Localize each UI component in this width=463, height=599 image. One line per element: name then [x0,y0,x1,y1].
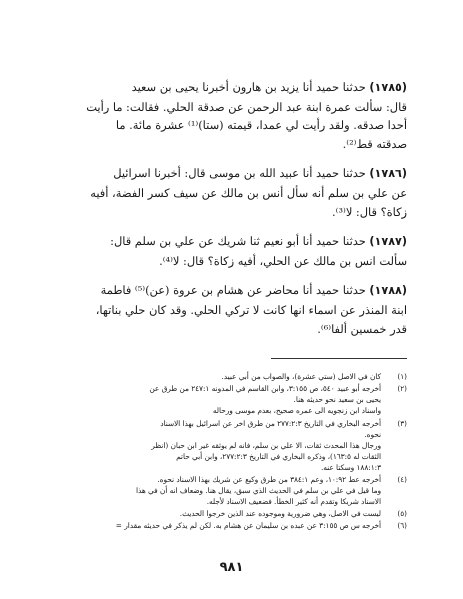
footnote-body [50,418,381,473]
footnote-number: (٥) [397,509,407,519]
footnote-line: أخرجه س ص ٣:١٥٥ عن عبده بن سليمان عن هشام به. لكن لم يذكر في حديثه مقدار = [115,521,381,531]
page-number: ٩٨١ [219,560,244,575]
hadith-entry [50,232,407,270]
hadith-line: ابنة المنذر عن اسماء انها كانت لا تركي الحلي. وقد كان حلي بناتها، [95,302,407,317]
footnote-line: ١٨٨:١:٣ وسكتا عنه. [320,462,381,472]
hadith-line: صدقته قط⁽²⁾. [342,136,407,151]
hadith-line [50,232,407,252]
hadith-text: حدثنا حميد أنا عبيد الله بن موسى قال: أخبرنا اسرائيل [113,166,366,181]
hadith-number: (١٧٨٥) [369,81,407,94]
footnote-number: (٦) [397,521,407,531]
footnote-separator [271,358,407,359]
footnote-line: واسناد ابن زنجويه الى عمره صحيح، بعدم موسى ورحاله [212,406,381,416]
footnote-body [50,371,381,382]
hadith-number: (١٧٨٨) [369,284,407,298]
footnotes [50,371,407,531]
hadith-text: حدثنا حميد أنا محاضر عن هشام بن عروة (عن)⁽⁵⁾ فاطمة [100,283,366,298]
hadith-entry [50,281,407,338]
footnote-line: الاسناد شريكا وتقدم أنه كثير الخطأ. فضعيف الاسناد لأجله. [206,497,381,507]
hadith-line: قال: سألت عمرة ابنة عبد الرحمن عن صدقة الحلي. فقالت: ما رأيت [86,99,407,114]
footnote-line: أخرجه أبو عبيد ٥٤٠، ص ٣:١٥٥، وابن القاسم في المدونه ٢٤٧:١ من طرق عن [149,384,381,394]
hadith-entry [50,78,407,153]
footnote [50,418,407,473]
footnote-number: (١) [397,372,407,382]
hadith-text: حدثنا حميد أنا أبو نعيم ثنا شريك عن علي بن سلم قال: [110,234,366,249]
hadith-line [50,281,407,301]
footnote-body [50,520,381,531]
hadith-line: عن علي بن سلم أنه سأل أنس بن مالك عن سيف كسر الفضة، أفيه [90,185,407,200]
hadith-line [50,78,407,98]
hadith-number: (١٧٨٧) [369,235,407,249]
footnote-line: كان في الاصل (ستي عشرة)، والصواب من أبي عبيد. [221,372,381,382]
footnote-number: (٢) [397,384,407,394]
hadith-line [50,164,407,184]
footnote-line: الثقات له ١٦٣:٥)، وذكره البخاري في التاريخ ٢٧٧:٢:٣، وابن أبي حاتم [176,451,381,461]
footnote-line: ورجال هذا المحدث ثقات، الا علي بن سلم، فانه لم يوثقه غير ابن حبان (انظر [151,440,381,450]
footnote-line: أخرجه عط ١٠:٩٢، وعم ٣٨٤:١ من طرق وكيع عن شريك بهذا الاسناد نحوه. [157,474,381,484]
hadith-line: أحدا صدقه. ولقد رأيت لي عمدا، قيمته (ستا)⁽¹⁾ عشرة مائة. ما [115,118,407,133]
footnote-number: (٤) [397,474,407,484]
footnote-line: وما قيل في علي بن سلم في الحديث الذي سبق، يقال هنا. وضعاف انه أن في هذا [136,486,381,496]
hadith-number: (١٧٨٦) [369,167,407,181]
footnote [50,474,407,507]
footnote-line: أخرجه البخاري في التاريخ ٢٧٧:٢:٣ من طرق اخر عن اسرائيل بهذا الاسناد [160,418,381,428]
footnote-number: (٣) [397,418,407,428]
hadith-text: حدثنا حميد أنا يزيد بن هارون أخبرنا يحيى بن سعيد [131,80,366,94]
footnote-line: نحوه. [364,429,381,439]
hadith-line: قدر خمسين ألفا⁽⁶⁾. [317,321,407,336]
hadith-line: سألت انس بن مالك عن الحلي، أفيه زكاة؟ قال: لا⁽⁴⁾. [159,253,407,268]
footnote [50,508,407,519]
hadith-list [50,78,407,338]
footnote-body [50,474,381,507]
footnote [50,383,407,416]
footnote [50,371,407,382]
footnote-body [50,508,381,519]
footnote-line: ليست في الاصل، وهي ضرورية وموجوده عند الذين خرجوا الحديث. [179,509,381,519]
hadith-entry [50,164,407,221]
hadith-line: زكاة؟ قال: لا⁽³⁾. [332,204,407,219]
footnote-line: يحيى بن سعيد نحو حديثه هنا. [293,395,381,405]
footnote [50,520,407,531]
footnote-body [50,383,381,416]
